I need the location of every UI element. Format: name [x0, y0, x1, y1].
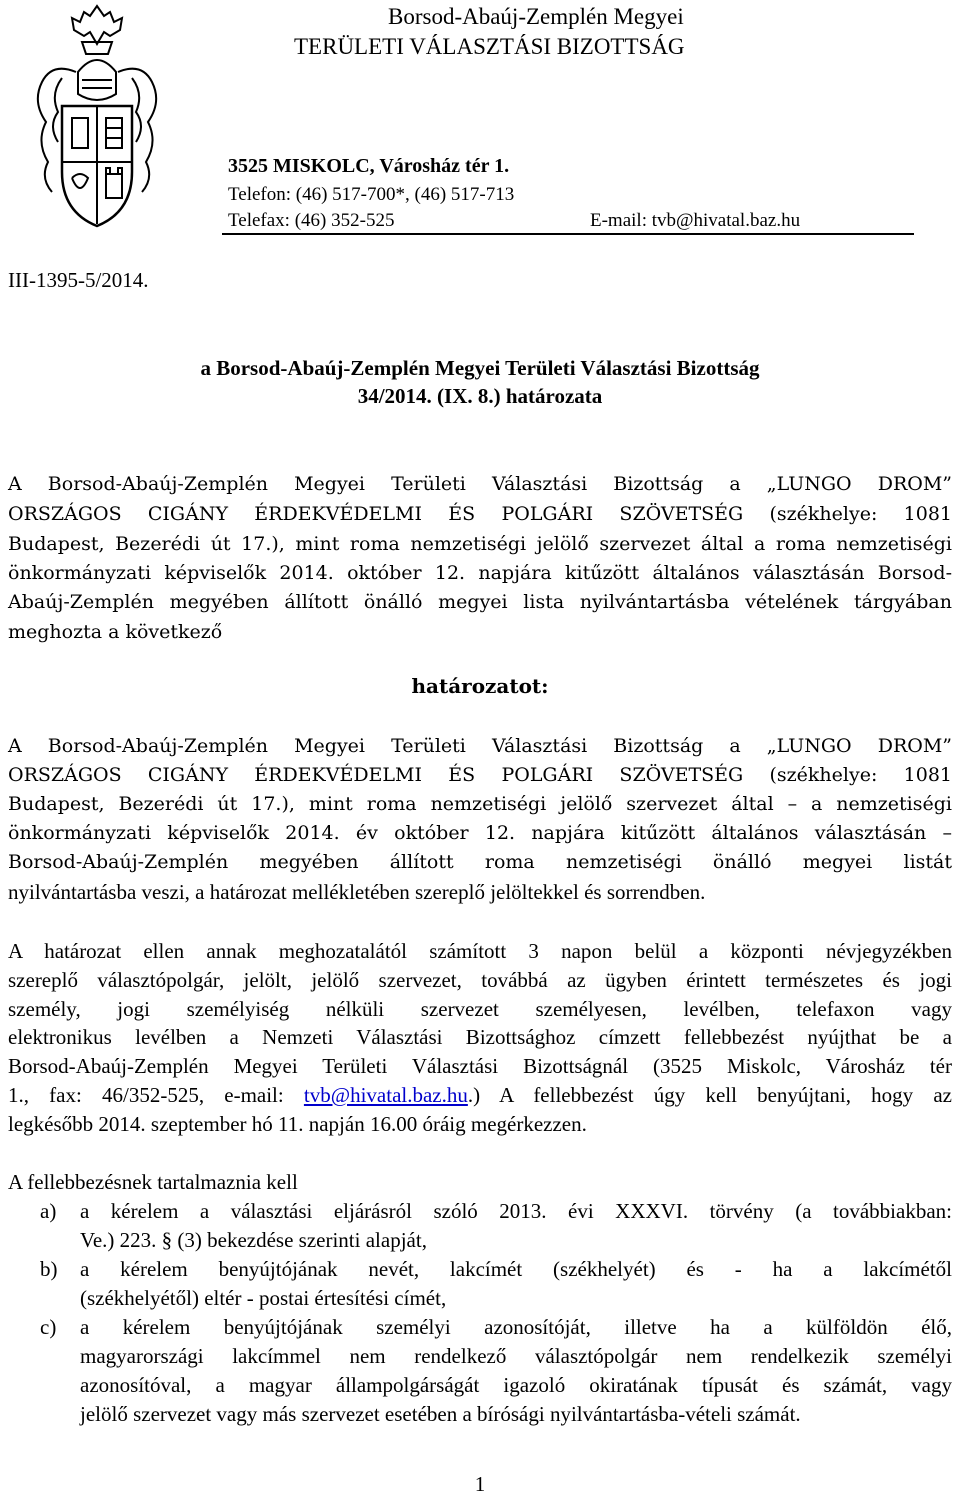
- decision-line: Budapest, Bezerédi út 17.), mint roma nemzetiségi jelölő szervezet által – a nemzetiségi: [8, 793, 952, 815]
- list-item-line: azonosítóval, a magyar állampolgárságát igazoló okiratának típusát és számát, vagy: [80, 1373, 952, 1397]
- address-line: 3525 MISKOLC, Városház tér 1.: [228, 155, 510, 177]
- appeal-line: legkésőbb 2014. szeptember hó 11. napján 16.00 óráig megérkezzen.: [8, 1112, 587, 1136]
- email-line: E-mail: tvb@hivatal.baz.hu: [590, 210, 801, 231]
- appeal-line-email: [8, 1081, 952, 1110]
- list-item-line: a kérelem benyújtójának személyi azonosítóját, illetve ha a külföldön élő,: [80, 1315, 952, 1339]
- decision-line: önkormányzati képviselők 2014. év október 12. napjára kitűzött általános választásán –: [8, 822, 952, 844]
- appeal-text: .) A fellebbezést úgy kell benyújtani, hogy az: [467, 1083, 952, 1107]
- intro-line: A Borsod-Abaúj-Zemplén Megyei Területi Választási Bizottság a „LUNGO DROM”: [8, 473, 952, 495]
- org-name-line2: TERÜLETI VÁLASZTÁSI BIZOTTSÁG: [294, 34, 685, 59]
- title-line2: 34/2014. (IX. 8.) határozata: [357, 384, 603, 408]
- list-marker: a): [40, 1199, 57, 1223]
- appeal-line: személy, jogi személyiség nélküli szervezet személyesen, levélben, telefaxon vagy: [8, 997, 952, 1021]
- intro-line: Budapest, Bezerédi út 17.), mint roma nemzetiségi jelölő szervezet által a roma nemzetiségi: [8, 533, 952, 555]
- list-item-line: a kérelem a választási eljárásról szóló 2013. évi XXXVI. törvény (a továbbiakban:: [80, 1199, 952, 1223]
- county-coat-of-arms-icon: [22, 2, 172, 234]
- intro-line: önkormányzati képviselők 2014. október 12. napjára kitűzött általános választásán Borsod-: [8, 562, 952, 584]
- intro-line: Abaúj-Zemplén megyében állított önálló megyei lista nyilvántartásba vételének tárgyában: [8, 591, 952, 613]
- list-item-line: jelölő szervezet vagy más szervezet esetében a bírósági nyilvántartásba-vételi számát.: [80, 1402, 801, 1426]
- list-item-line: a kérelem benyújtójának nevét, lakcímét (székhelyét) és - ha a lakcímétől: [80, 1257, 952, 1281]
- contents-heading: A fellebbezésnek tartalmaznia kell: [8, 1170, 298, 1194]
- decision-line: Borsod-Abaúj-Zemplén megyében állított roma nemzetiségi önálló megyei listát: [8, 851, 952, 873]
- phone-line: Telefon: (46) 517-700*, (46) 517-713: [228, 184, 515, 205]
- appeal-text: 1., fax: 46/352-525, e-mail:: [8, 1083, 304, 1107]
- fax-line: Telefax: (46) 352-525: [228, 210, 395, 231]
- decision-line: A Borsod-Abaúj-Zemplén Megyei Területi Választási Bizottság a „LUNGO DROM”: [8, 735, 952, 757]
- decision-heading: határozatot:: [411, 674, 549, 698]
- title-line1: a Borsod-Abaúj-Zemplén Megyei Területi Választási Bizottság: [200, 356, 760, 380]
- page-number: 1: [474, 1472, 486, 1496]
- decision-line: nyilvántartásba veszi, a határozat mellékletében szereplő jelöltekkel és sorrendben.: [8, 880, 706, 904]
- appeal-line: Borsod-Abaúj-Zemplén Megyei Területi Választási Bizottságnál (3525 Miskolc, Városház tér: [8, 1054, 952, 1078]
- appeal-line: szereplő választópolgár, jelölt, jelölő szervezet, továbbá az ügyben érintett természetes és jogi: [8, 968, 952, 992]
- list-item-line: magyarországi lakcímmel nem rendelkező választópolgár nem rendelkezik személyi: [80, 1344, 952, 1368]
- list-marker: c): [40, 1315, 57, 1339]
- appeal-line: elektronikus levélben a Nemzeti Választási Bizottsághoz címzett fellebbezést nyújthat be a: [8, 1025, 952, 1049]
- intro-line: ORSZÁGOS CIGÁNY ÉRDEKVÉDELMI ÉS POLGÁRI SZÖVETSÉG (székhelye: 1081: [8, 503, 952, 525]
- list-item-line: (székhelyétől) eltér - postai értesítési címét,: [80, 1286, 447, 1310]
- list-marker: b): [40, 1257, 58, 1281]
- org-name-line1: Borsod-Abaúj-Zemplén Megyei: [388, 4, 684, 29]
- decision-line: ORSZÁGOS CIGÁNY ÉRDEKVÉDELMI ÉS POLGÁRI SZÖVETSÉG (székhelye: 1081: [8, 764, 952, 786]
- reference-number: III-1395-5/2014.: [8, 268, 149, 292]
- email-link[interactable]: tvb@hivatal.baz.hu: [303, 1083, 468, 1107]
- header-rule: [222, 233, 914, 235]
- list-item-line: Ve.) 223. § (3) bekezdése szerinti alapját,: [80, 1228, 427, 1252]
- appeal-line: A határozat ellen annak meghozatalától számított 3 napon belül a központi névjegyzékben: [8, 939, 952, 963]
- intro-line: meghozta a következő: [8, 621, 223, 643]
